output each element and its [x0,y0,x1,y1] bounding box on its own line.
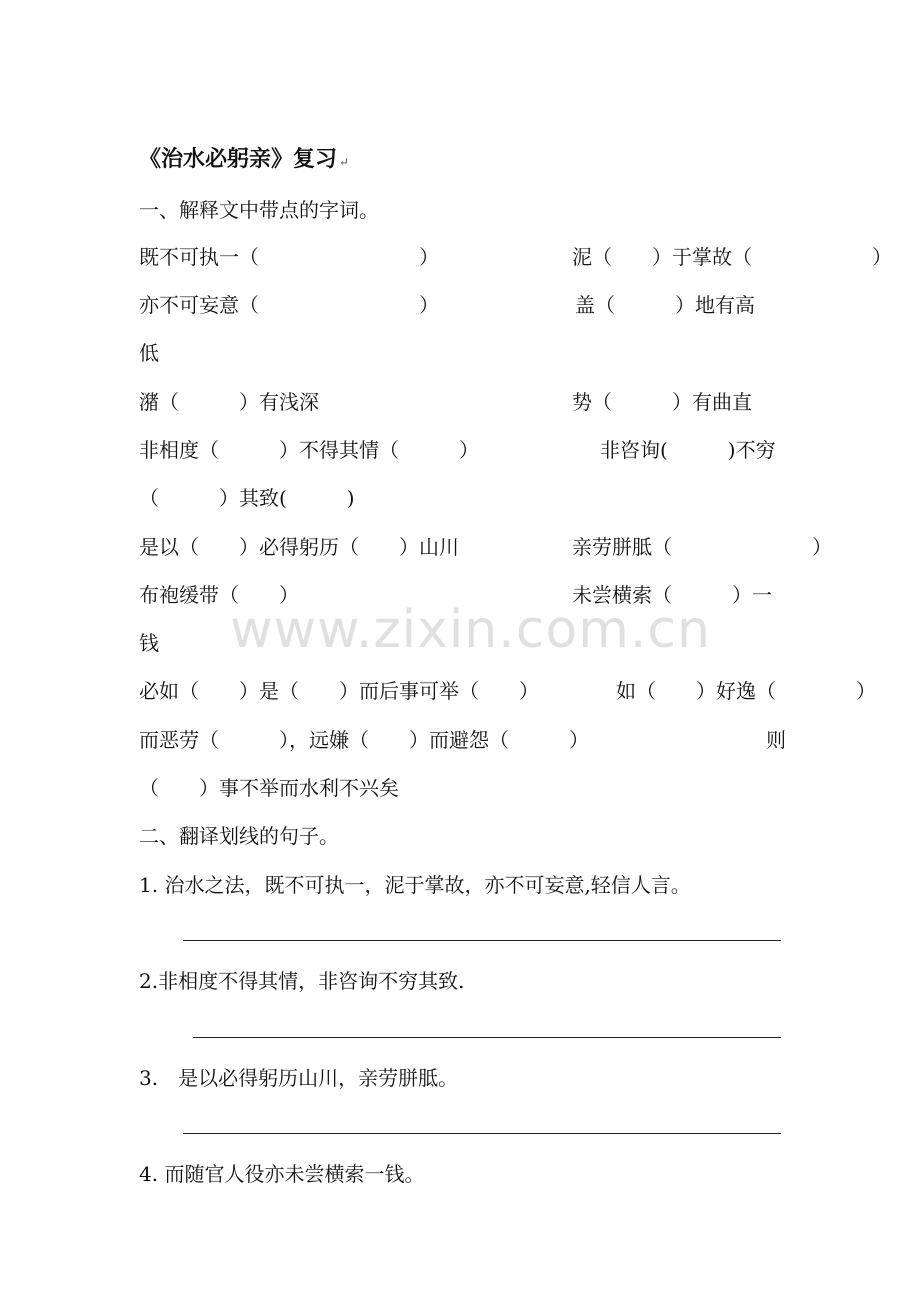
row6-right: 未尝横索（ ）一 [572,583,772,607]
row7-a: 必如（ ）是（ ）而后事可举（ ） [139,679,539,703]
title-text: 《治水必躬亲》复习 [139,146,338,172]
row1-right: 泥（ ）于掌故（ ） [572,245,892,269]
row5-right: 亲劳胼胝（ ） [572,535,832,559]
row3-left: 潴（ ）有浅深 [139,390,319,414]
row7-b: 如（ ）好逸（ ） [616,679,876,703]
watermark: www.zixin.com.cn [230,600,711,660]
answer-line-3[interactable] [183,1133,781,1134]
row4-wrap: （ ）其致( ) [139,486,355,510]
page-title [139,144,349,177]
question-3: 3. 是以必得躬历山川，亲劳胼胝。 [139,1066,459,1090]
row8-wrap: （ ）事不举而水利不兴矣 [139,776,399,800]
row8-a: 而恶劳（ ），远嫌（ ）而避怨（ ） [139,728,589,752]
row8-b: 则 [766,728,786,752]
row6-wrap: 钱 [139,631,159,655]
section2-heading: 二、翻译划线的句子。 [139,824,339,848]
answer-line-2[interactable] [193,1037,781,1038]
row2-left: 亦不可妄意（ ） [139,293,439,317]
row6-left: 布袍缓带（ ） [139,583,299,607]
answer-line-1[interactable] [183,940,781,941]
row5-left: 是以（ ）必得躬历（ ）山川 [139,535,459,559]
row4-right: 非咨询( )不穷 [600,438,776,462]
question-4: 4. 而随官人役亦未尝横索一钱。 [139,1162,425,1186]
question-2: 2.非相度不得其情，非咨询不穷其致. [139,969,465,993]
paragraph-mark-icon: ↵ [339,155,350,169]
row1-left: 既不可执一（ ） [139,245,439,269]
row2-wrap: 低 [139,341,159,365]
row4-left: 非相度（ ）不得其情（ ） [139,438,479,462]
row3-right: 势（ ）有曲直 [572,390,752,414]
row2-right: 盖（ ）地有高 [575,293,755,317]
question-1: 1. 治水之法，既不可执一，泥于掌故，亦不可妄意,轻信人言。 [139,873,691,897]
section1-heading: 一、解释文中带点的字词。 [139,198,379,222]
